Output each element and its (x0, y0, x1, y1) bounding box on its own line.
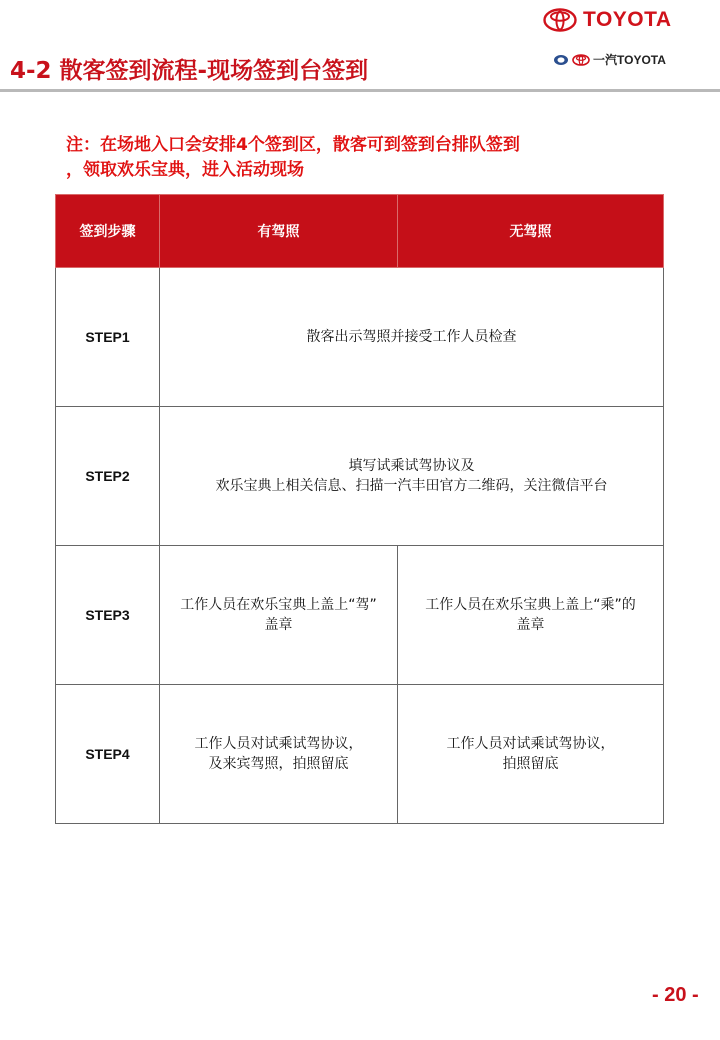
note-text (66, 133, 666, 183)
step-description: 散客出示驾照并接受工作人员检查 (160, 268, 664, 407)
faw-toyota-logo (553, 51, 666, 68)
note-line-1: 注：在场地入口会安排4个签到区，散客可到签到台排队签到 (66, 135, 520, 155)
cell-line: 工作人员在欢乐宝典上盖上“驾” (180, 597, 377, 613)
header-without-license: 无驾照 (398, 195, 664, 268)
page-title: 4-2 散客签到流程-现场签到台签到 (10, 58, 369, 84)
brand-wordmark: TOYOTA (583, 8, 672, 31)
table-row (56, 268, 664, 407)
toyota-emblem-icon (543, 8, 577, 32)
cell-line: 及来宾驾照，拍照留底 (208, 756, 349, 772)
without-license-cell (398, 546, 664, 685)
note-line-2: ，领取欢乐宝典，进入活动现场 (66, 160, 304, 180)
cell-line: 工作人员对试乘试驾协议， (446, 736, 615, 752)
table-row (56, 685, 664, 824)
step-label: STEP2 (56, 407, 160, 546)
header-step: 签到步骤 (56, 195, 160, 268)
faw-emblem-icon (553, 54, 569, 66)
sub-brand-wordmark: 一汽TOYOTA (593, 53, 666, 67)
table-header-row (56, 195, 664, 268)
table-row (56, 407, 664, 546)
toyota-logo (543, 8, 672, 32)
sign-in-steps-table (55, 194, 664, 824)
step-description (160, 407, 664, 546)
cell-line: 拍照留底 (502, 756, 559, 772)
step-label: STEP4 (56, 685, 160, 824)
cell-line: 盖章 (264, 617, 293, 633)
table-row (56, 546, 664, 685)
title-divider (0, 89, 720, 92)
toyota-small-emblem-icon (572, 54, 590, 66)
step-label: STEP1 (56, 268, 160, 407)
cell-line: 工作人员对试乘试驾协议， (194, 736, 363, 752)
step-label: STEP3 (56, 546, 160, 685)
step-description-line: 填写试乘试驾协议及 (348, 458, 475, 474)
cell-line: 工作人员在欢乐宝典上盖上“乘”的 (425, 597, 636, 613)
cell-line: 盖章 (516, 617, 545, 633)
step-description-line: 欢乐宝典上相关信息、扫描一汽丰田官方二维码，关注微信平台 (215, 478, 608, 494)
with-license-cell (160, 546, 398, 685)
header-with-license: 有驾照 (160, 195, 398, 268)
page-number: - 20 - (652, 984, 699, 1006)
with-license-cell (160, 685, 398, 824)
without-license-cell (398, 685, 664, 824)
